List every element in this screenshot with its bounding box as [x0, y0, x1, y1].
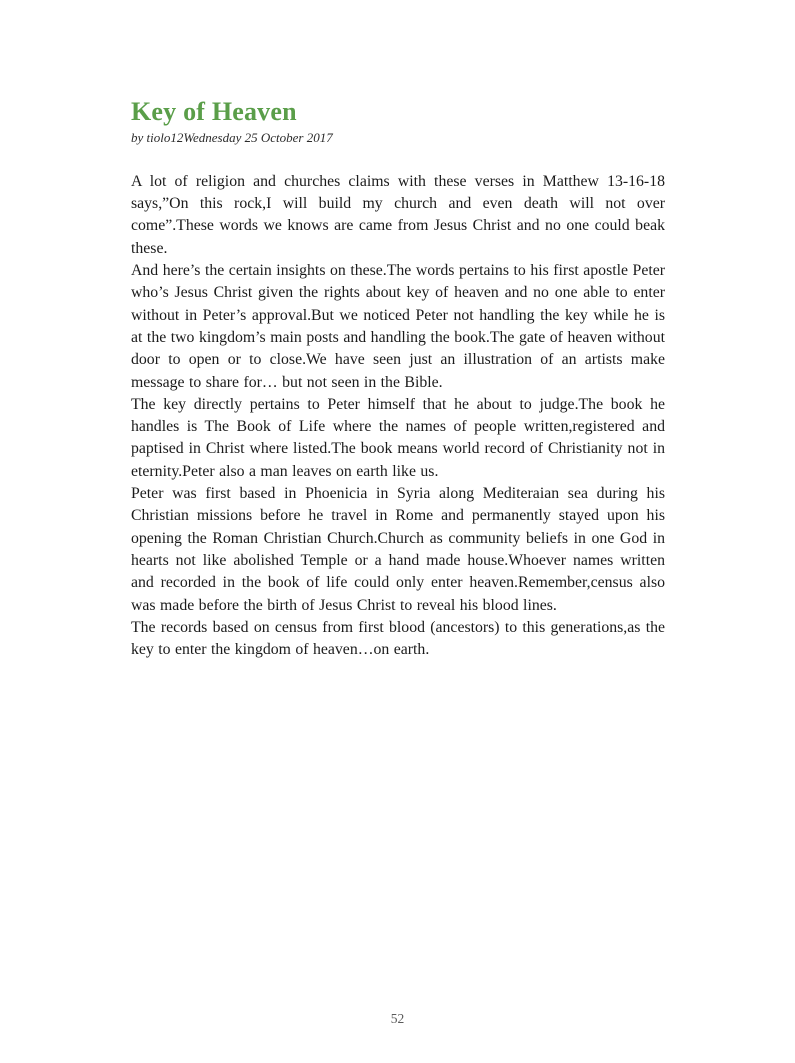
page-number: 52 — [390, 1011, 405, 1026]
body-paragraph: And here’s the certain insights on these.The words pertains to his first apostle Peter who’s Jesus Christ given the rights about key of heaven and no one able to enter without in Peter’s approval.But we noticed Peter not handling the key while he is at the two kingdom’s main posts and handling the book.The gate of heaven without door to open or to close.We have seen just an illustration of an artists make message to share for… but not seen in the Bible. — [131, 262, 665, 391]
body-paragraph: Peter was first based in Phoenicia in Syria along Mediteraian sea during his Christian missions before he travel in Rome and permanently stayed upon his opening the Roman Christian Church.Church as community beliefs in one God in hearts not like abolished Temple or a hand made house.Whoever names written and recorded in the book of life could only enter heaven.Remember,census also was made before the birth of Jesus Christ to reveal his blood lines. — [131, 485, 665, 614]
document-content — [131, 97, 665, 661]
body-paragraph: The key directly pertains to Peter himself that he about to judge.The book he handles is The Book of Life where the names of people written,registered and paptised in Christ where listed.The book means world record of Christianity not in eternity.Peter also a man leaves on earth like us. — [131, 395, 665, 480]
body-paragraph: The records based on census from first blood (ancestors) to this generations,as the key to enter the kingdom of heaven…on earth. — [131, 618, 665, 659]
body-paragraph: A lot of religion and churches claims with these verses in Matthew 13-16-18 says,”On this rock,I will build my church and even death will not over come”.These words we knows are came from Jesus Christ and no one could beak these. — [131, 172, 665, 257]
page-title: Key of Heaven — [131, 97, 297, 126]
byline: by tiolo12Wednesday 25 October 2017 — [131, 129, 333, 145]
body-paragraphs — [131, 171, 665, 662]
